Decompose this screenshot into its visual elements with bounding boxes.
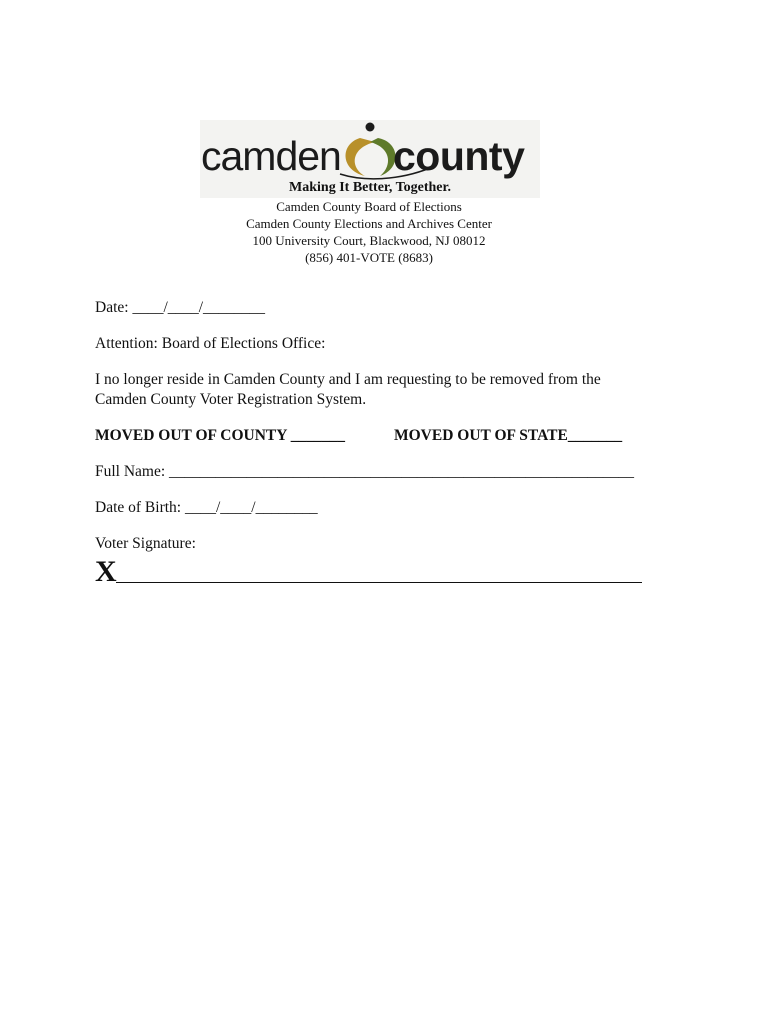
- logo-dot: [366, 123, 375, 132]
- signature-line: [116, 582, 642, 583]
- camden-county-logo: [200, 120, 540, 198]
- logo-tagline: Making It Better, Together.: [289, 180, 451, 195]
- logo-swoosh-gold: [346, 138, 375, 176]
- date-of-birth-field: Date of Birth: ____/____/________: [95, 499, 318, 516]
- date-field: Date: ____/____/________: [95, 299, 266, 316]
- letterhead-address: [200, 198, 538, 266]
- moved-out-of-state-option: MOVED OUT OF STATE_______: [394, 427, 623, 444]
- moved-out-of-county-option: MOVED OUT OF COUNTY _______: [95, 427, 346, 444]
- building-name: Camden County Elections and Archives Center: [246, 216, 492, 231]
- logo-word-county: county: [393, 133, 525, 179]
- phone-number: (856) 401-VOTE (8683): [305, 250, 433, 265]
- logo-swoosh-green: [370, 138, 396, 176]
- attention-line: Attention: Board of Elections Office:: [95, 335, 326, 352]
- full-name-field: Full Name: ____________________________________________________________: [95, 463, 635, 480]
- street-address: 100 University Court, Blackwood, NJ 08012: [252, 233, 486, 248]
- office-name: Camden County Board of Elections: [276, 199, 462, 214]
- logo-word-camden: camden: [201, 133, 341, 179]
- removal-statement: I no longer reside in Camden County and I am requesting to be removed from the Camden County Voter Registration System.: [95, 371, 601, 408]
- signature-x-mark: X: [95, 555, 117, 588]
- voter-signature-label: Voter Signature:: [95, 535, 196, 552]
